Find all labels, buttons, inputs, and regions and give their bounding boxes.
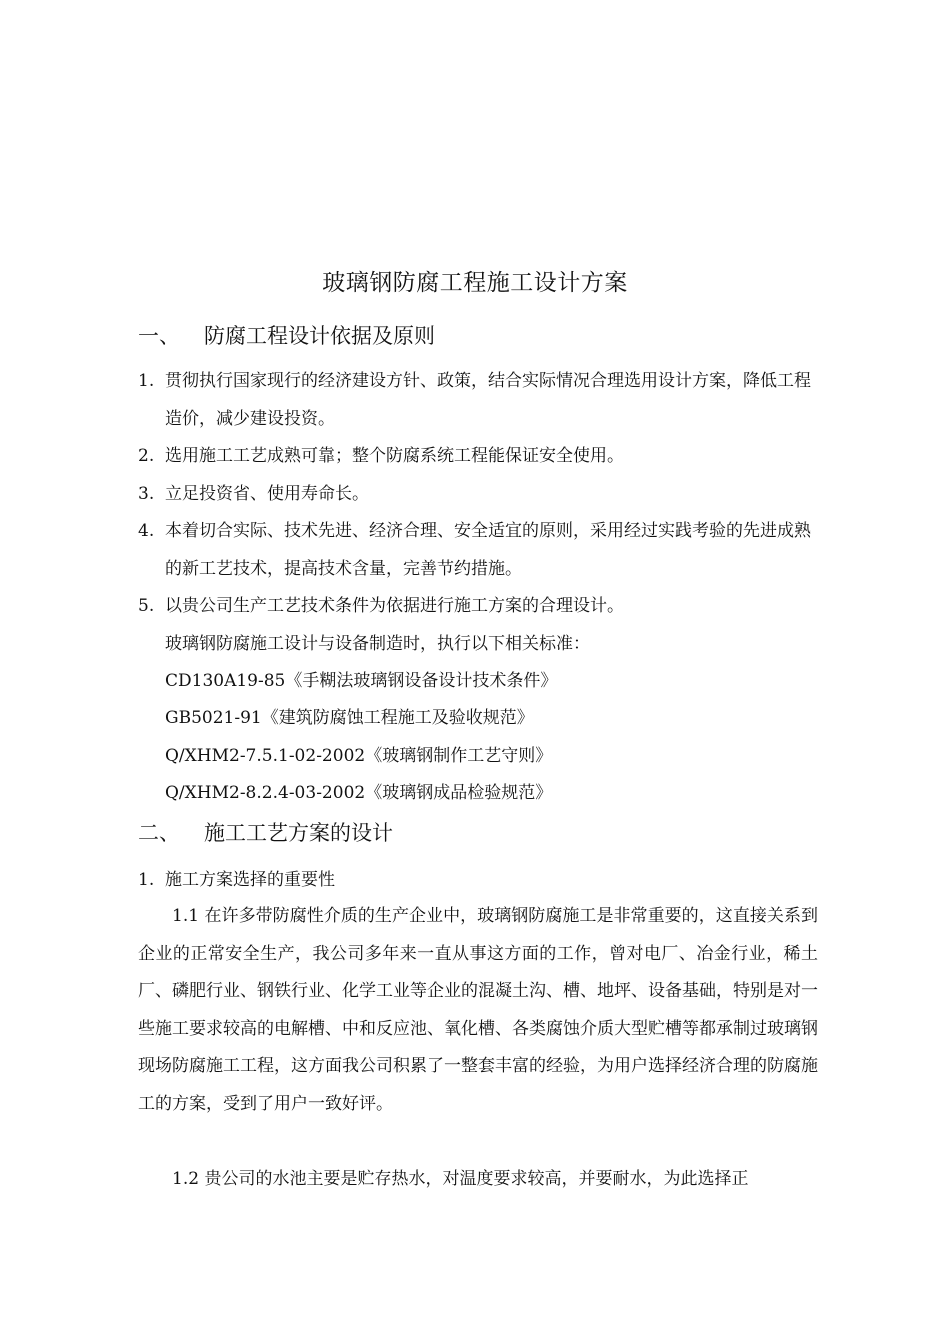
- list-item-1: [138, 362, 818, 438]
- standard-item: CD130A19-85《手糊法玻璃钢设备设计技术条件》: [165, 671, 558, 691]
- subsection-heading: [138, 861, 818, 899]
- standard-item: Q/XHM2-7.5.1-02-2002《玻璃钢制作工艺守则》: [165, 746, 553, 766]
- section-number: 一、: [138, 324, 180, 348]
- list-item-number: 3.: [138, 484, 155, 504]
- list-item-text: 以贵公司生产工艺技术条件为依据进行施工方案的合理设计。: [165, 596, 624, 616]
- subsection-number: 1.: [138, 870, 155, 890]
- list-item-number: 1.: [138, 371, 155, 391]
- standard-item: GB5021-91《建筑防腐蚀工程施工及验收规范》: [165, 708, 534, 728]
- list-item-text: 选用施工工艺成熟可靠；整个防腐系统工程能保证安全使用。: [165, 446, 624, 466]
- paragraph-1-1: 1.1 在许多带防腐性介质的生产企业中，玻璃钢防腐施工是非常重要的，这直接关系到企业的正常安全生产，我公司多年来一直从事这方面的工作，曾对电厂、冶金行业，稀土厂、磷肥行业、钢铁行业、化学工业等企业的混凝土沟、槽、地坪、设备基础，特别是对一些施工要求较高的电解槽、中和反应池、氧化槽、各类腐蚀介质大型贮槽等都承制过玻璃钢现场防腐施工工程，这方面我公司积累了一整套丰富的经验，为用户选择经济合理的防腐施工的方案，受到了用户一致好评。: [138, 906, 818, 1114]
- list-item-number: 5.: [138, 596, 155, 616]
- section-label: 防腐工程设计依据及原则: [204, 324, 435, 348]
- standard-item: Q/XHM2-8.2.4-03-2002《玻璃钢成品检验规范》: [165, 783, 553, 803]
- list-item-number: 4.: [138, 521, 155, 541]
- document-title: 玻璃钢防腐工程施工设计方案: [322, 270, 628, 296]
- list-item-2: [138, 437, 818, 475]
- paragraph-1-2: 1.2 贵公司的水池主要是贮存热水，对温度要求较高，并要耐水，为此选择正: [172, 1169, 749, 1189]
- section-number: 二、: [138, 821, 180, 845]
- list-item-5: [138, 587, 818, 625]
- section-heading-1: [138, 320, 435, 352]
- list-item-number: 2.: [138, 446, 155, 466]
- section-label: 施工工艺方案的设计: [204, 821, 393, 845]
- list-item-4: [138, 512, 818, 588]
- section-heading-2: [138, 817, 393, 849]
- subsection-text: 施工方案选择的重要性: [165, 870, 335, 890]
- list-item-text: 本着切合实际、技术先进、经济合理、安全适宜的原则，采用经过实践考验的先进成熟的新工艺技术，提高技术含量，完善节约措施。: [165, 521, 811, 579]
- list-item-text: 贯彻执行国家现行的经济建设方针、政策，结合实际情况合理选用设计方案，降低工程造价，减少建设投资。: [165, 371, 811, 429]
- list-item-text: 立足投资省、使用寿命长。: [165, 484, 369, 504]
- standards-intro: 玻璃钢防腐施工设计与设备制造时，执行以下相关标准：: [165, 634, 590, 654]
- list-item-3: [138, 475, 818, 513]
